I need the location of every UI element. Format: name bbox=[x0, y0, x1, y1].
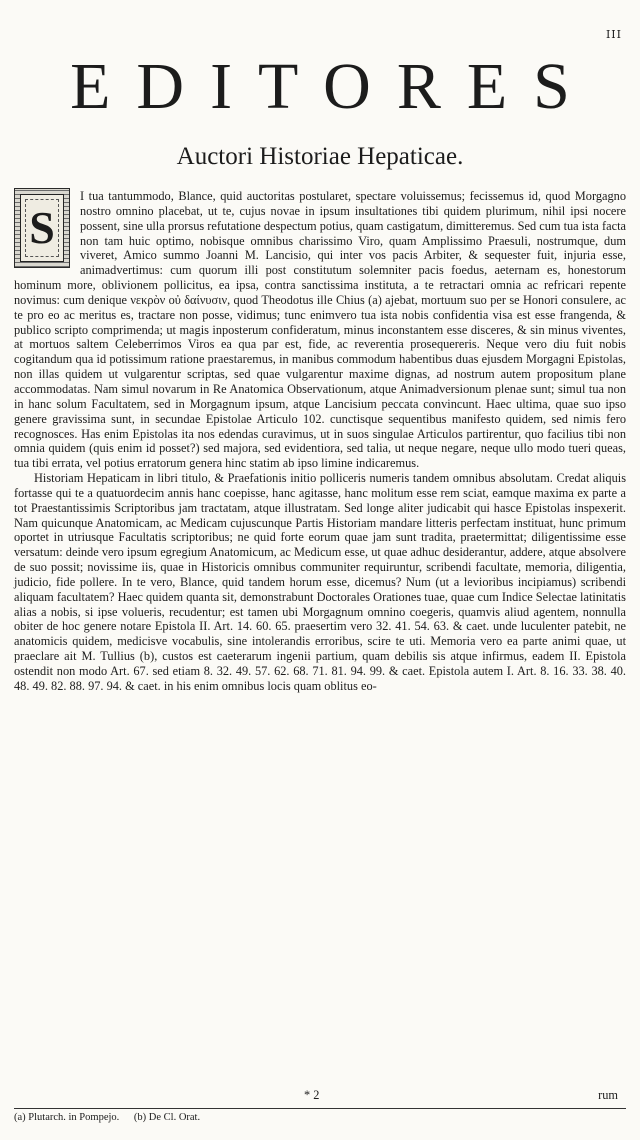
initial-letter: S bbox=[29, 202, 55, 253]
footnote-b: (b) De Cl. Orat. bbox=[133, 1112, 201, 1123]
body-text bbox=[14, 189, 626, 694]
footnote-a: (a) Plutarch. in Pompejo. bbox=[14, 1112, 120, 1123]
footnotes bbox=[14, 1112, 626, 1123]
page-number: III bbox=[605, 28, 622, 41]
catchword: rum bbox=[598, 1088, 618, 1102]
paragraph-1: I tua tantummodo, Blance, quid auctoritas postularet, spectare voluissemus; fecissemus id, quod Morgagno nostro omnino placebat, ut te, cujus novae in ipsum insultationes tibi quidem plurimum, nihil ipsi nocere possent, sine ulla prorsus refutatione despectum potius, quam castigatum, dimitteremus. Sed cum tua ista facta non tam huic optimo, nobisque omnibus charissimo Viro, quam Amplissimo Praesuli, nostrumque, dum viveret, Amico summo Joanni M. Lancisio, qui inter vos pacis Arbiter, & sequester fuit, injuria esse, animadvertimus: cum quorum illi post constitutum solemniter pacis foedus, aeternam es, honestorum hominum more, oblivionem pollicitus, ea ipsa, contra sanctissima instituta, a te retractari omnia ac refricari repente novimus: cum denique νεκρὸν οὐ δαίνυσιν, quod Theodotus ille Chius (a) ajebat, mortuum suo per se Honori consulere, ac te pro eo ac meritus es, tractare non posse, vidimus; tunc enimvero tua ista nobis confidentia visa est esse frangenda, & publico scripto comprimenda; ut magis inposterum confideratum, minus inconstantem esse disceres, & sin minus viventes, at mortuos saltem Celeberrimos Viros ea qua par est, fide, ac reverentia prosequereris. Neque vero diu fuit nobis cogitandum qua id potissimum ratione praestaremus, in manibus commodum habentibus duas ejusdem Morgagni Epistolas, non illas quidem ut vulgarentur scriptas, sed quae vulgarentur maxime dignas, ad nostrum autem propositum plane accommodatas. Nam simul novarum in Re Anatomica Observationum, atque Animadversionum plenae sunt; simul tua non in hanc solum Facultatem, sed in Morgagnum ipsum, atque Lancisium peccata convincunt. Haec ultima, quae suo ipso genere gravissima sunt, in secundae Epistolae Articulo 102. cunctisque sequentibus manifesto quidem, sed nimis fero recognosces. Has enim Epistolas ita nos edendas curavimus, ut in suos singulae Articulos partirentur, quo facilius tibi non omnia quidem (quis enim id posset?) sed majora, sed evidentiora, sed talia, ut neque negare, neque ullo modo tueri queas, tua tibi errata, vel potius erratorum genera hinc statim ab ipso limine indicaremus. bbox=[14, 189, 626, 471]
paragraph-2: Historiam Hepaticam in libri titulo, & Praefationis initio polliceris numeris tandem omnibus absolutam. Credat aliquis fortasse qui te a quatuordecim annis hanc coepisse, hanc agitasse, hanc molitum esse rem sciat, eamque maxima ex parte a tot Praestantissimis Scriptoribus jam tractatam, atque illustratam. Sed longe aliter judicabit qui hasce Epistolas inspexerit. Nam quicunque Anatomicam, ac Medicam cujuscunque Partis Historiam mandare litteris perfectam instituat, hunc primum oportet in utriusque Facultatis scriptoribus; ne quid forte eorum quae jam sunt tradita, praetermittat; diligentissime esse versatum: deinde vero ipsum egregium Anatomicum, ac Medicum esse, ut quae adhuc desiderantur, addere, atque absolvere de suo possit; novissime iis, quae in Historicis omnibus communiter requiruntur, scribendi facultate, memoria, diligentia, judicio, fide pollere. In te vero, Blance, quid tandem horum esse, dicemus? Num (ut a levioribus incipiamus) scribendi aliquam facultatem? Haec quidem quanta sit, demonstrabunt Doctorales Orationes tuae, quae cum Indice Selectae latinitatis alias a nobis, si ipse volueris, recudentur; est tamen ubi Morgagnum omnino coegeris, quamvis aliud agentem, nonnulla obiter de hoc genere notare Epistola II. Art. 14. 60. 65. praesertim vero 32. 41. 54. 63. & caet. unde luculenter patebit, ne anatomicis quidem, medicisve vocabulis, sine intolerandis erroribus, scire te uti. Memoria vero ea parte animi quae, ut praeclare ait M. Tullius (b), custos est caeterarum ingenii partium, quam debilis sis atque infirmus, eadem II. Epistola ostendit non modo Art. 67. sed etiam 8. 32. 49. 57. 62. 68. 71. 81. 94. 99. & caet. Epistola autem I. Art. 8. 16. 33. 38. 40. 48. 49. 82. 88. 97. 94. & caet. in his enim omnibus locis quam oblitus eo- bbox=[14, 471, 626, 693]
signature-mark: * 2 bbox=[304, 1088, 320, 1102]
footnote-rule bbox=[14, 1108, 626, 1109]
initial-space bbox=[14, 189, 80, 273]
page-subheading: Auctori Historiae Hepaticae. bbox=[176, 143, 464, 170]
page-heading: EDITORES bbox=[70, 50, 596, 123]
